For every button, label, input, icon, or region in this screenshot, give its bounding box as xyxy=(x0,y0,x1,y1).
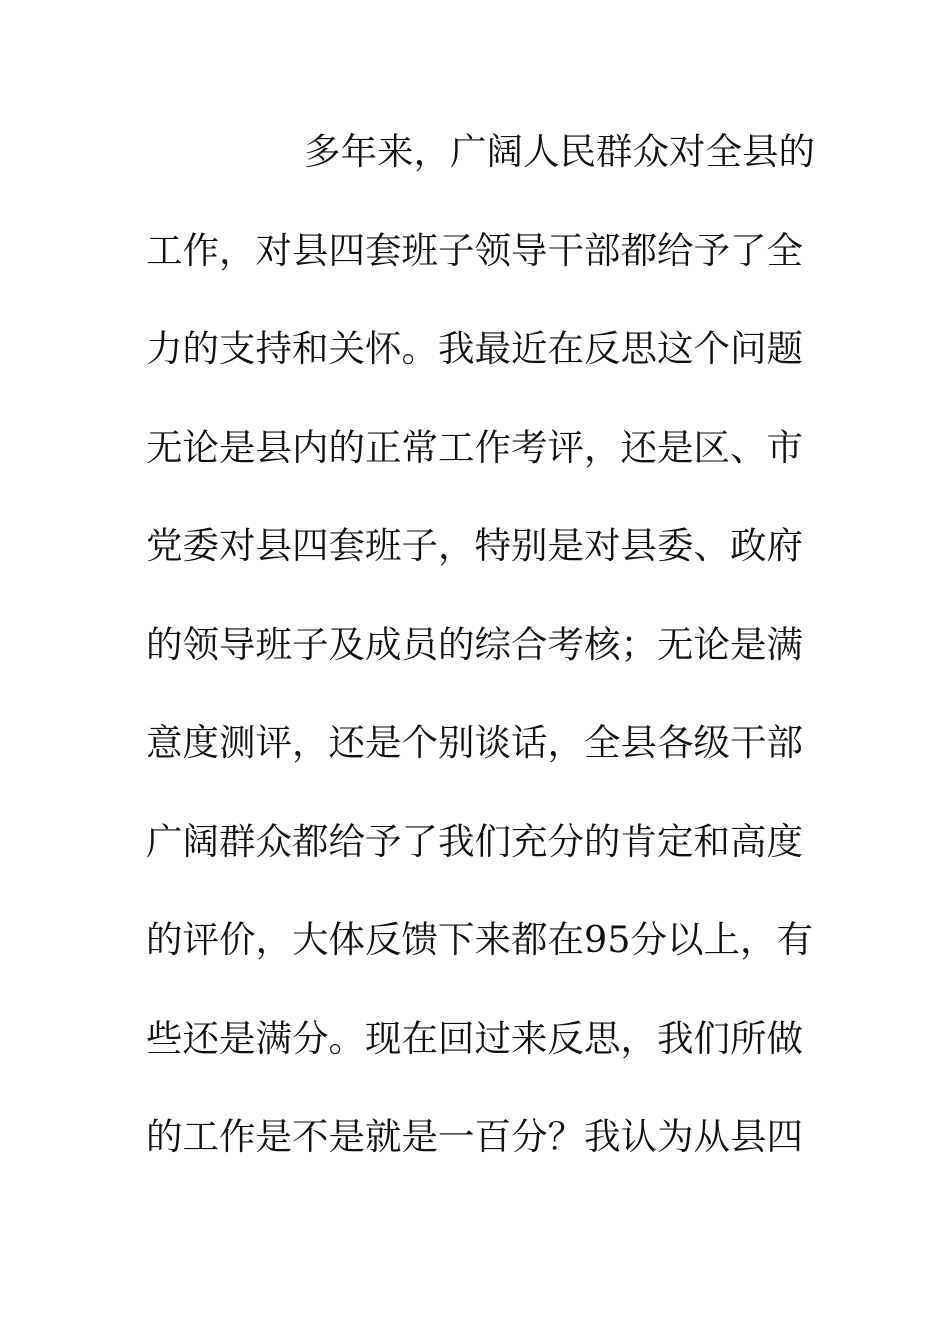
paragraph-line: 的领导班子及成员的综合考核；无论是满 xyxy=(146,622,803,666)
paragraph-line: 的工作是不是就是一百分？我认为从县四 xyxy=(146,1115,803,1158)
paragraph-line: 些还是满分。现在回过来反思，我们所做 xyxy=(146,1016,803,1060)
paragraph-line: 多年来，广阔人民群众对全县的 xyxy=(304,130,815,173)
paragraph-line: 工作，对县四套班子领导干部都给予了全 xyxy=(146,228,803,272)
paragraph-line: 广阔群众都给予了我们充分的肯定和高度 xyxy=(146,819,803,863)
paragraph-line: 党委对县四套班子，特别是对县委、政府 xyxy=(146,524,803,567)
paragraph-line: 无论是县内的正常工作考评，还是区、市 xyxy=(146,425,803,469)
body-paragraph xyxy=(146,126,815,1210)
paragraph-line: 意度测评，还是个别谈话，全县各级干部 xyxy=(146,721,803,764)
paragraph-line: 的评价，大体反馈下来都在95分以上，有 xyxy=(146,918,813,961)
paragraph-line: 力的支持和关怀。我最近在反思这个问题 xyxy=(146,327,803,370)
